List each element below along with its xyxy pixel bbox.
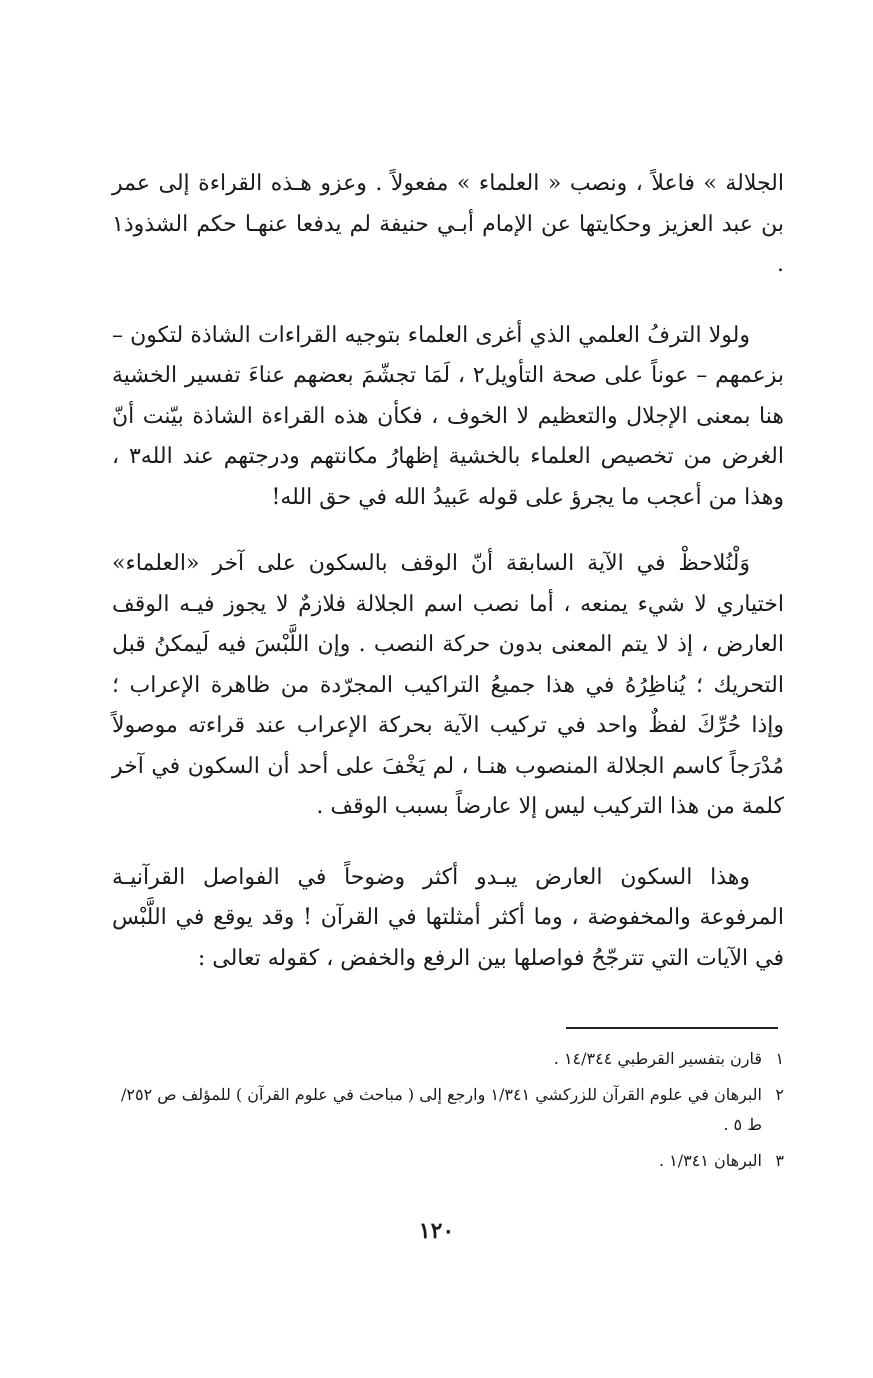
footnote-number: ٣ bbox=[775, 1151, 784, 1170]
paragraph-3: وَلْنُلاحظْ في الآية السابقة أنّ الوقف بالسكون على آخر «العلماء» اختياري لا شيء يمنعه ، أما نصب اسم الجلالة فلازمٌ لا يجوز فيـه الوقف العارض ، إذ لا يتم المعنى بدون حركة النصب . وإن اللَّبْسَ فيه لَيمكنُ قبل التحريك ؛ يُناظِرُهُ في هذا جميعُ التراكيب المجرّدة من ظاهرة الإعراب ؛ وإذا حُرِّكَ لفظٌ واحد في تركيب الآية بحركة الإعراب عند قراءته موصولاً مُدْرَجاً كاسم الجلالة المنصوب هنـا ، لم يَخْفَ على أحد أن السكون في آخر كلمة من هذا التركيب ليس إلا عارضاً بسبب الوقف . bbox=[112, 551, 784, 819]
footnote-3 bbox=[108, 1146, 784, 1176]
footnote-number: ٢ bbox=[775, 1085, 784, 1104]
footnote-text: البرهان في علوم القرآن للزركشي ١/٣٤١ وارجع إلى ( مباحث في علوم القرآن ) للمؤلف ص ٢٥٢/ط ٥ . bbox=[121, 1085, 762, 1134]
page-number: ١٢٠ bbox=[418, 1218, 455, 1244]
footnote-2 bbox=[108, 1080, 784, 1140]
footnote-text: البرهان ١/٣٤١ . bbox=[658, 1151, 762, 1170]
footnote-text: قارن بتفسير القرطبي ١٤/٣٤٤ . bbox=[553, 1049, 762, 1068]
footnotes bbox=[108, 1044, 784, 1182]
paragraph-2: ولولا الترفُ العلمي الذي أغرى العلماء بتوجيه القراءات الشاذة لتكون – بزعمهم – عوناً على صحة التأويل٢ ، لَمَا تجشّمَ بعضهم عناءَ تفسير الخشية هنا بمعنى الإجلال والتعظيم لا الخوف ، فكأن هذه القراءة الشاذة بيّنت أنّ الغرض من تخصيص العلماء بالخشية إظهارُ مكانتهم ودرجتهم عند الله٣ ، وهذا من أعجب ما يجرؤ على قوله عَبيدُ الله في حق الله! bbox=[112, 322, 784, 510]
footnote-number: ١ bbox=[775, 1049, 784, 1068]
main-text bbox=[112, 164, 784, 979]
paragraph-1: الجلالة » فاعلاً ، ونصب « العلماء » مفعولاً . وعزو هـذه القراءة إلى عمر بن عبد العزيز وحكايتها عن الإمام أبـي حنيفة لم يدفعا عنهـا حكم الشذوذ١ . bbox=[112, 171, 784, 277]
footnote-divider bbox=[566, 1027, 778, 1029]
paragraph-4: وهذا السكون العارض يبـدو أكثر وضوحاً في الفواصل القرآنيـة المرفوعة والمخفوضة ، وما أكثر أمثلتها في القرآن ! وقد يوقع في اللَّبْس في الآيات التي تترجّحُ فواصلها بين الرفع والخفض ، كقوله تعالى : bbox=[112, 864, 784, 971]
footnote-1 bbox=[108, 1044, 784, 1074]
